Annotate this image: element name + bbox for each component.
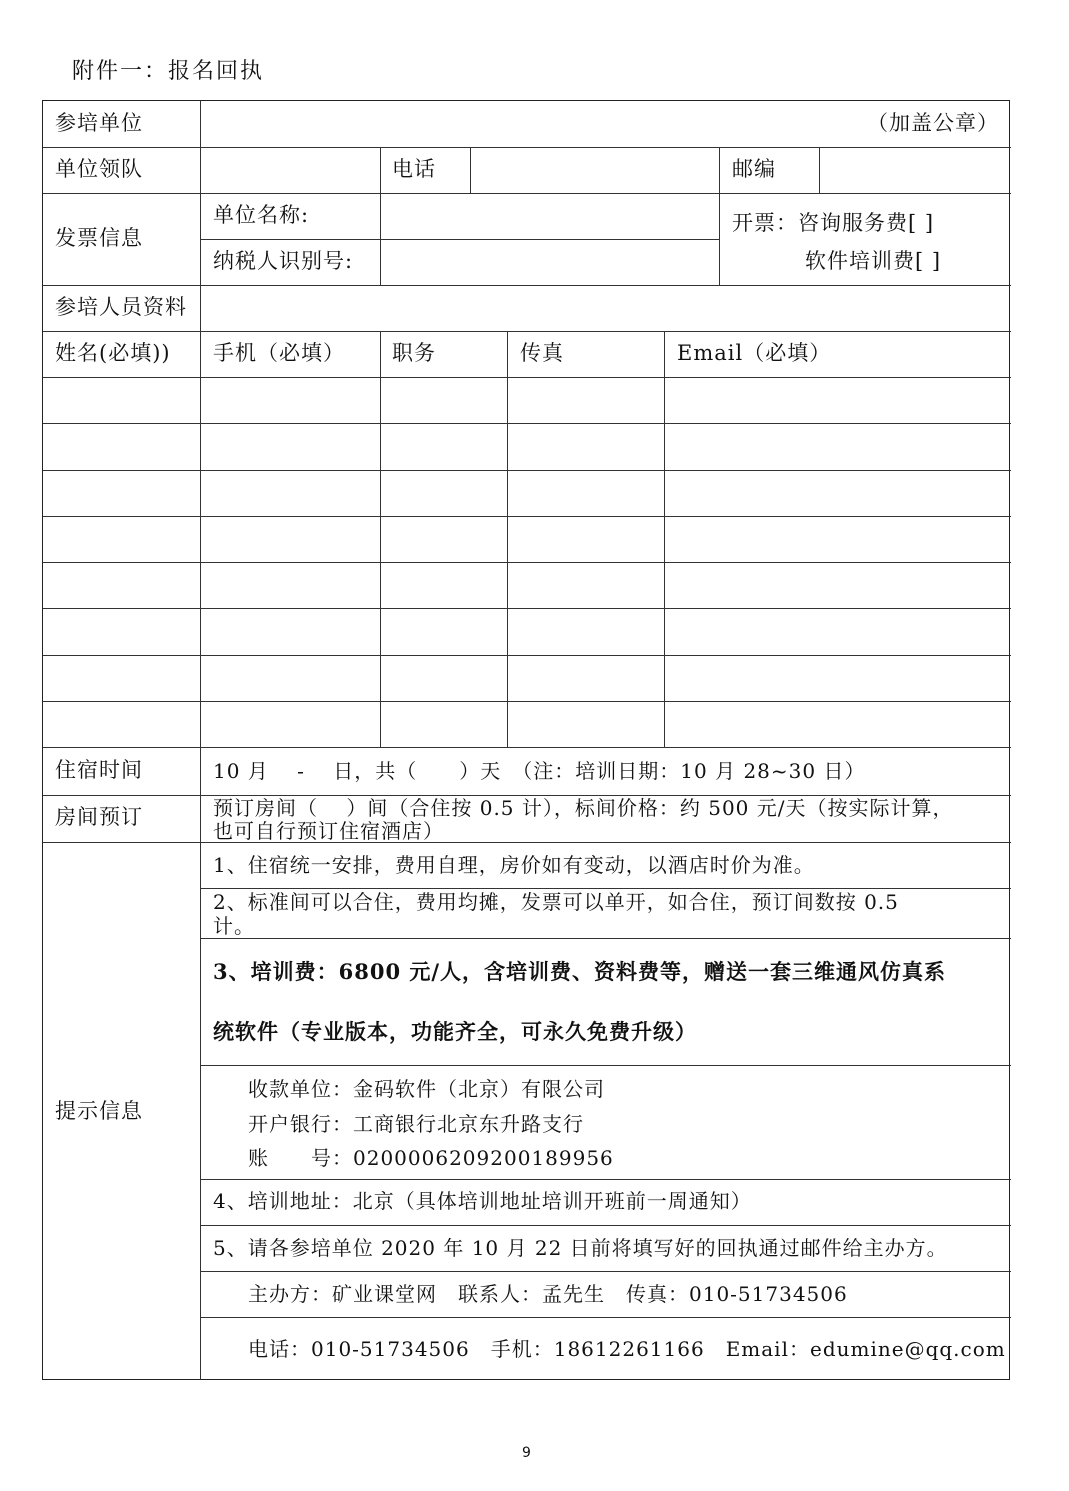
row-divider xyxy=(43,655,1011,656)
row-divider xyxy=(43,285,1011,286)
postcode-label: 邮编 xyxy=(732,157,776,181)
col-divider xyxy=(380,331,381,747)
bank: 开户银行：工商银行北京东升路支行 xyxy=(248,1112,584,1136)
row-divider xyxy=(43,516,1011,517)
col-header-position: 职务 xyxy=(392,341,436,365)
col-divider xyxy=(664,331,665,747)
note-3-line2: 统软件（专业版本，功能齐全，可永久免费升级） xyxy=(213,1019,697,1044)
note-2-line1: 2、标准间可以合住，费用均摊，发票可以单开，如合住，预订间数按 0.5 xyxy=(213,890,899,914)
row-divider xyxy=(200,938,1011,939)
phone-label: 电话 xyxy=(392,157,436,181)
unit-label: 参培单位 xyxy=(55,111,143,135)
company-name-label: 单位名称: xyxy=(213,203,310,227)
row-divider xyxy=(43,423,1011,424)
stamp-note: （加盖公章） xyxy=(867,111,999,135)
col-divider xyxy=(470,147,471,193)
col-divider xyxy=(380,147,381,193)
stay-text: 10 月 - 日，共（ ）天 （注：培训日期：10 月 28~30 日） xyxy=(213,759,866,783)
note-5: 5、请各参培单位 2020 年 10 月 22 日前将填写好的回执通过邮件给主办方。 xyxy=(213,1236,948,1260)
contact-info: 电话：010-51734506 手机：18612261166 Email：edumine@qq.com xyxy=(248,1337,1006,1361)
row-divider xyxy=(200,888,1011,889)
row-divider xyxy=(43,470,1011,471)
trainees-section-label: 参培人员资料 xyxy=(55,295,187,319)
col-divider xyxy=(507,331,508,747)
note-1: 1、住宿统一安排，费用自理，房价如有变动，以酒店时价为准。 xyxy=(213,853,815,877)
organizer-info: 主办方：矿业课堂网 联系人：孟先生 传真：010-51734506 xyxy=(248,1282,848,1306)
page-number: 9 xyxy=(522,1445,531,1461)
payee: 收款单位：金码软件（北京）有限公司 xyxy=(248,1077,605,1101)
note-2-line2: 计。 xyxy=(213,914,255,938)
col-divider xyxy=(200,101,201,1380)
registration-form-table xyxy=(42,100,1010,1380)
col-header-fax: 传真 xyxy=(520,341,564,365)
row-divider xyxy=(200,1317,1011,1318)
col-divider xyxy=(819,147,820,193)
account-number: 账 号：0200006209200189956 xyxy=(248,1146,614,1170)
col-header-mobile: 手机（必填） xyxy=(213,341,345,365)
room-label: 房间预订 xyxy=(55,805,143,829)
row-divider xyxy=(200,239,719,240)
tax-id-label: 纳税人识别号: xyxy=(213,249,354,273)
row-divider xyxy=(43,147,1011,148)
row-divider xyxy=(43,842,1011,843)
invoice-option-training: 软件培训费[ ] xyxy=(805,249,942,273)
row-divider xyxy=(200,1271,1011,1272)
room-text-line2: 也可自行预订住宿酒店） xyxy=(213,819,444,843)
row-divider xyxy=(43,377,1011,378)
row-divider xyxy=(200,1065,1011,1066)
note-4: 4、培训地址：北京（具体培训地址培训开班前一周通知） xyxy=(213,1189,752,1213)
col-divider xyxy=(380,193,381,285)
row-divider xyxy=(43,562,1011,563)
leader-label: 单位领队 xyxy=(55,157,143,181)
row-divider xyxy=(200,1225,1011,1226)
row-divider xyxy=(43,747,1011,748)
notes-label: 提示信息 xyxy=(55,1099,143,1123)
room-text-line1: 预订房间（ ）间（合住按 0.5 计），标间价格：约 500 元/天（按实际计算， xyxy=(213,796,954,820)
row-divider xyxy=(43,608,1011,609)
document-header: 附件一：报名回执 xyxy=(72,59,265,84)
stay-label: 住宿时间 xyxy=(55,758,143,782)
row-divider xyxy=(200,1179,1011,1180)
note-3-line1: 3、培训费：6800 元/人，含培训费、资料费等，赠送一套三维通风仿真系 xyxy=(213,959,947,984)
row-divider xyxy=(43,193,1011,194)
invoice-label: 发票信息 xyxy=(55,226,143,250)
row-divider xyxy=(43,701,1011,702)
row-divider xyxy=(43,331,1011,332)
col-header-name: 姓名(必填)) xyxy=(55,341,171,365)
invoice-option-consulting: 开票：咨询服务费[ ] xyxy=(732,211,935,235)
col-header-email: Email（必填） xyxy=(677,341,832,365)
col-divider xyxy=(719,147,720,285)
